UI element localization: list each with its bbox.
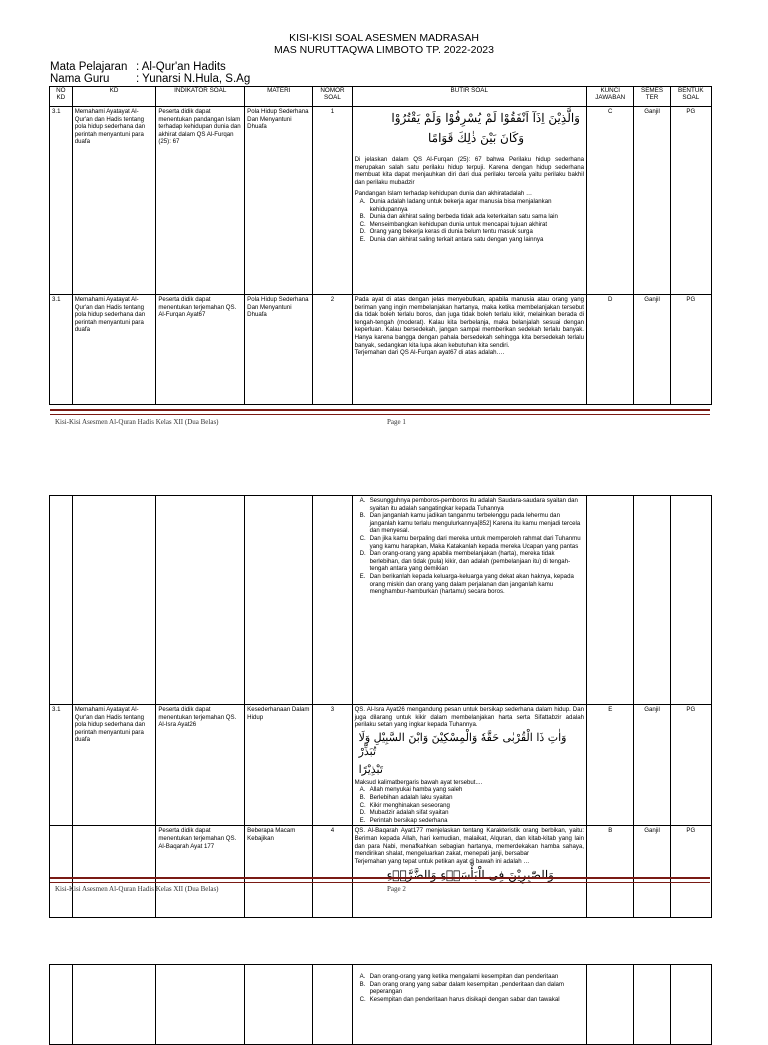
material-cell — [245, 965, 313, 1045]
semester-cell: Ganjil — [634, 826, 670, 918]
no-kd-cell: 3.1 — [50, 705, 73, 826]
question-number-cell: 1 — [313, 107, 352, 295]
option-item: A. Sesungguhnya pemboros-pemboros itu adalah Saudara-saudara syaitan dan syaitan itu adalah sangatingkar kepada Tuhannya — [359, 497, 578, 512]
question-type-cell: PG — [670, 826, 711, 918]
question-type-cell: PG — [670, 107, 711, 295]
indicator-cell: Peserta didik dapat menentukan terjemahan QS. Al-Baqarah Ayat 177 — [156, 826, 245, 918]
option-item: C. Kikir menghinakan seseorang — [359, 801, 450, 809]
no-kd-cell: 3.1 — [50, 107, 73, 295]
option-item: A. Dan orang-orang yang ketika mengalami kesempitan dan penderitaan — [359, 973, 559, 980]
kd-cell — [72, 496, 156, 705]
col-header: SEMES TER — [634, 87, 670, 107]
arabic-verse: وَالصّٰبِرِيْنَ فِى الْبَأْسَاۤءِ وَالضَّرَّاۤءِ — [386, 868, 554, 883]
indicator-cell: Peserta didik dapat menentukan pandangan Islam terhadap kehidupan dunia dan akhirat dalam QS Al-Furqan (25): 67 — [156, 107, 245, 295]
option-item: E. Dunia dan akhirat saling terkait antara satu dengan yang lainnya — [359, 235, 544, 243]
question-number-cell: 2 — [313, 295, 352, 405]
teacher-label: Nama Guru — [50, 73, 110, 85]
teacher-value: : Yunarsi N.Hula, S.Ag — [136, 73, 251, 85]
semester-cell: Ganjil — [634, 295, 670, 405]
col-header: MATERI — [245, 87, 313, 107]
material-cell: Beberapa Macam Kebajikan — [245, 826, 313, 918]
option-item: B. Dan janganlah kamu jadikan tanganmu terbelenggu pada lehermu dan janganlah kamu terlalu mengulurkannya[852] Karena itu kamu menjadi tercela dan menyesal. — [359, 512, 581, 535]
no-kd-cell: 3.1 — [50, 295, 73, 405]
kisi-table-page1 — [49, 86, 712, 405]
school-title: MAS NURUTTAQWA LIMBOTO TP. 2022-2023 — [274, 44, 494, 56]
material-cell: Pola Hidup Sederhana Dan Menyantuni Dhuafa — [245, 107, 313, 295]
arabic-verse: وَاٰتِ ذَا الْقُرْبٰى حَقَّهٗ وَالْمِسْكِيْنَ وَابْنَ السَّبِيْلِ وَلَا تُبَذِّرْ — [358, 730, 567, 758]
table-row — [50, 295, 712, 405]
page-footer — [55, 885, 655, 893]
indicator-cell — [156, 496, 245, 705]
kd-cell — [72, 965, 156, 1045]
no-kd-cell — [50, 826, 73, 918]
option-item: C. Kesempitan dan penderitaan harus disikapi dengan sabar dan tawakal — [359, 995, 560, 1003]
footer-text: Kisi-Kisi Asesmen Al-Quran Hadis Kelas XII (Dua Belas) — [55, 885, 219, 893]
table-row — [50, 496, 712, 705]
question-number-cell: 4 — [313, 826, 352, 918]
question-stem: QS. Al-Isra Ayat26 mengandung pesan untuk bersikap sederhana dalam hidup. Dan juga dilarang untuk kikir dalam membelanjakan harta serta Sifattabzir adalah perilaku setan yang ingkar kepada Tuhannya. — [354, 706, 584, 729]
question-type-cell — [670, 496, 711, 705]
option-item: B. Berlebihan adalah laku syaitan — [359, 793, 453, 801]
indicator-cell — [156, 965, 245, 1045]
table-row — [50, 826, 712, 918]
answer-key-cell: E — [586, 705, 634, 826]
question-cell — [352, 705, 586, 826]
kisi-table-page3 — [49, 964, 712, 1045]
question-cell — [352, 826, 586, 918]
semester-cell: Ganjil — [634, 107, 670, 295]
material-cell — [245, 496, 313, 705]
indicator-cell: Peserta didik dapat menentukan terjemahan QS. Al-Furqan Ayat67 — [156, 295, 245, 405]
table-row — [50, 965, 712, 1045]
question-type-cell — [670, 965, 711, 1045]
kisi-table-page2 — [49, 495, 712, 918]
subject-value: : Al-Qur'an Hadits — [136, 61, 226, 73]
table-row — [50, 705, 712, 826]
semester-cell — [634, 965, 670, 1045]
option-item: E. Perintah bersikap sederhana — [359, 816, 448, 824]
question-cell — [352, 965, 586, 1045]
question-prompt: Terjemahan yang tepat untuk petikan ayat di bawah ini adalah … — [354, 857, 530, 865]
col-header: NOMOR SOAL — [313, 87, 352, 107]
option-item: D. Dan orang-orang yang apabila membelanjakan (harta), mereka tidak berlebihan, dan tidak (pula) kikir, dan adalah (pembelanjaan itu) di tengah-tengah antara yang demikian — [359, 550, 571, 573]
indicator-cell: Peserta didik dapat menentukan terjemahan QS. Al-Isra Ayat26 — [156, 705, 245, 826]
material-cell: Kesederhanaan Dalam Hidup — [245, 705, 313, 826]
document-title: KISI-KISI SOAL ASESMEN MADRASAH — [289, 32, 479, 44]
option-item: B. Dunia dan akhirat saling berbeda tidak ada keterkaitan satu sama lain — [359, 213, 558, 221]
question-type-cell: PG — [670, 705, 711, 826]
answer-key-cell — [586, 965, 634, 1045]
col-header: BENTUK SOAL — [670, 87, 711, 107]
footer-text: Kisi-Kisi Asesmen Al-Quran Hadis Kelas XII (Dua Belas) — [55, 418, 219, 426]
question-stem: Di jelaskan dalam QS Al-Furqan (25): 67 bahwa Perilaku hidup sederhana merupakan salah satu perilaku hidup terpuji. Karena dengan hidup sederhana membuat kita dapat menjauhkan diri dari dua perilaku tercela yaitu perilaku bakhil dan perilaku mubadzir — [354, 156, 584, 186]
no-kd-cell — [50, 965, 73, 1045]
material-cell: Pola Hidup Sederhana Dan Menyantuni Dhuafa — [245, 295, 313, 405]
option-item: A. Dunia adalah ladang untuk bekerja agar manusia bisa menjalankan kehidupannya — [359, 197, 552, 213]
question-number-cell — [313, 965, 352, 1045]
semester-cell — [634, 496, 670, 705]
teacher-line — [50, 73, 250, 86]
footer-rule — [50, 409, 710, 415]
page-number: Page 1 — [387, 418, 406, 426]
question-number-cell — [313, 496, 352, 705]
kd-cell: Memahami Ayatayat Al-Qur'an dan Hadis tentang pola hidup sederhana dan perintah menyantuni para duafa — [72, 705, 156, 826]
subject-label: Mata Pelajaran — [50, 61, 128, 73]
question-cell — [352, 107, 586, 295]
table-row — [50, 107, 712, 295]
question-number-cell: 3 — [313, 705, 352, 826]
question-prompt: Pandangan Islam terhadap kehidupan dunia dan akhiratadalah … — [354, 190, 533, 198]
question-prompt: Maksud kalimatbergaris bawah ayat tersebut.... — [354, 778, 483, 786]
arabic-verse: وَكَانَ بَيْنَ ذٰلِكَ قَوَامًا — [428, 131, 524, 145]
answer-key-cell — [586, 496, 634, 705]
answer-key-cell: C — [586, 107, 634, 295]
arabic-verse: وَالَّذِيْنَ اِذَآ اَنْفَقُوْا لَمْ يُسْرِفُوْا وَلَمْ يَقْتُرُوْا — [391, 111, 580, 125]
question-stem: QS. Al-Baqarah Ayat177 menjelaskan tentang Karakteristik orang berbikan, yaitu: Beriman kepada Allah, hari kemudian, malaikat, Alquran, dan kitab-kitab yang lain dan para Nabi, menafkahkan sebagian hartanya, memerdekakan hamba sahaya, mendirikan shalat, mengeluarkan zakat, menepati janji, bersabar — [354, 827, 584, 858]
table-header-row — [50, 87, 712, 107]
option-item: B. Dan orang orang yang sabar dalam kesempitan ,penderitaan dan dalam peperangan — [359, 980, 565, 996]
col-header: KD — [72, 87, 156, 107]
col-header: NO KD — [50, 87, 73, 107]
option-item: C. Dan jika kamu berpaling dari mereka untuk memperoleh rahmat dari Tuhanmu yang kamu harapkan, Maka Katakanlah kepada mereka Ucapan yang pantas — [359, 534, 581, 550]
option-item: E. Dan berikanlah kepada keluarga-keluarga yang dekat akan haknya, kepada orang miskin dan orang yang dalam perjalanan dan janganlah kamu menghambur-hamburkan (hartamu) secara boros. — [359, 572, 574, 596]
no-kd-cell — [50, 496, 73, 705]
answer-key-cell: B — [586, 826, 634, 918]
option-item: D. Mubadzir adalah sifat syaitan — [359, 809, 449, 817]
kd-cell: Memahami Ayatayat Al-Qur'an dan Hadis tentang pola hidup sederhana dan perintah menyantuni para duafa — [72, 295, 156, 405]
kd-cell: Memahami Ayatayat Al-Qur'an dan Hadis tentang pola hidup sederhana dan perintah menyantuni para duafa — [72, 107, 156, 295]
option-item: D. Orang yang bekerja keras di dunia belum tentu masuk surga — [359, 228, 533, 236]
option-item: A. Allah menyukai hamba yang saleh — [359, 786, 463, 794]
kd-cell — [72, 826, 156, 918]
option-item: C. Menseimbangkan kehidupan dunia untuk mencapai tujuan akhirat — [359, 220, 548, 228]
question-stem: Pada ayat di atas dengan jelas menyebutkan, apabila manusia atau orang yang beriman yang ingin membelanjakan hartanya, maka ketika membelanjakan tersebut dia tidak boleh terlalu boros, dan juga tidak boleh terlalu kikir, melainkan berada di tengah-tengah (moderat). Kalau kita berbelanja, maka belanjalah sesuai dengan keperluan. Kalau bersedekah, jangan sampai memberikan sedekah terlalu banyak. Hanya karena bangga dengan pahala bersedekah sehingga kita bersedekah terlalu banyak, sedangkan kita lupa akan kebutuhan kita sendiri. — [354, 296, 584, 349]
page-number: Page 2 — [387, 885, 406, 893]
semester-cell: Ganjil — [634, 705, 670, 826]
question-prompt: Terjemahan dari QS Al-Furqan ayat67 di atas adalah…. — [354, 349, 505, 357]
question-type-cell: PG — [670, 295, 711, 405]
question-cell — [352, 295, 586, 405]
col-header: BUTIR SOAL — [352, 87, 586, 107]
answer-key-cell: D — [586, 295, 634, 405]
footer-rule — [50, 877, 710, 883]
arabic-verse: تَبْذِيْرًا — [358, 762, 383, 776]
col-header: INDIKATOR SOAL — [156, 87, 245, 107]
question-cell — [352, 496, 586, 705]
col-header: KUNCI JAWABAN — [586, 87, 634, 107]
page-footer — [55, 418, 655, 426]
